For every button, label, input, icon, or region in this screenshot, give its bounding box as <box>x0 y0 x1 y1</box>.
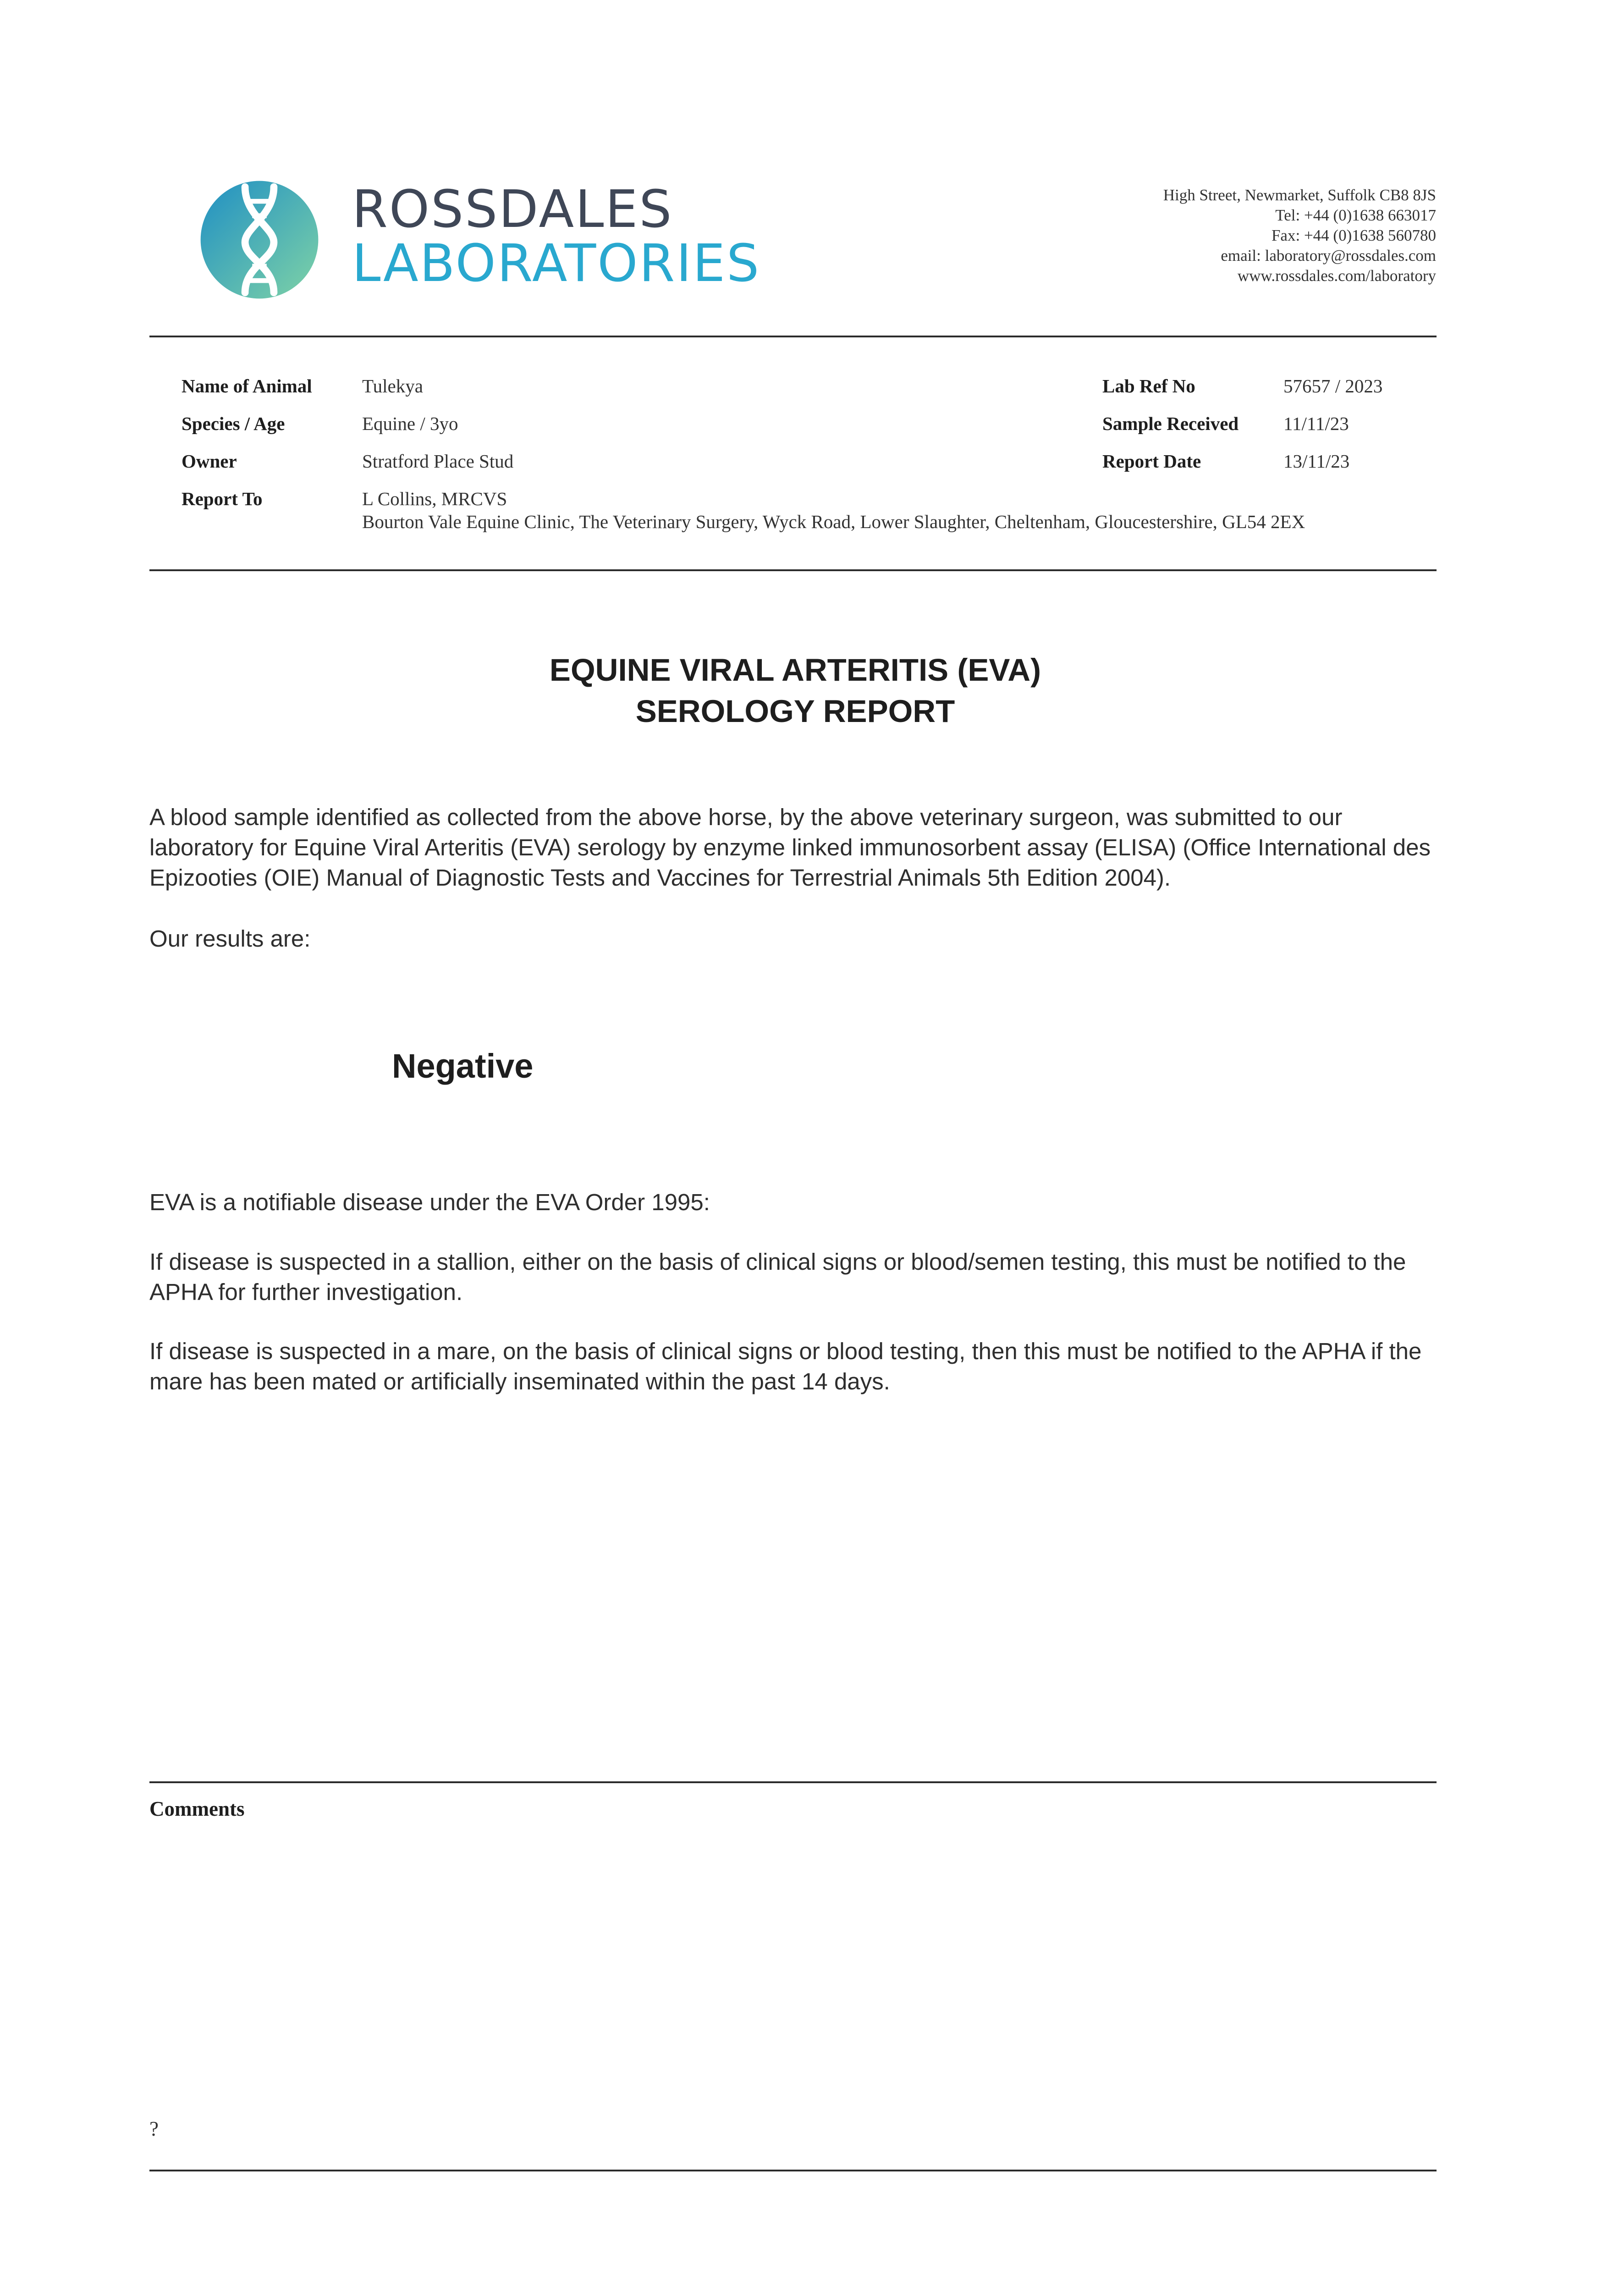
address-tel: Tel: +44 (0)1638 663017 <box>1275 206 1436 224</box>
report-title-line-1: EQUINE VIRAL ARTERITIS (EVA) <box>549 652 1041 688</box>
owner-value: Stratford Place Stud <box>362 451 514 472</box>
comments-divider <box>149 1781 1437 1783</box>
sample-received-value: 11/11/23 <box>1283 413 1349 434</box>
lab-address <box>1163 185 1436 286</box>
notifiable-notice: EVA is a notifiable disease under the EVA Order 1995: <box>149 1189 710 1215</box>
report-date-value: 13/11/23 <box>1283 451 1350 472</box>
report-title-line-2: SEROLOGY REPORT <box>635 694 955 729</box>
brand-line-1: ROSSDALES <box>352 180 673 239</box>
report-to-label: Report To <box>182 488 263 509</box>
lab-ref-label: Lab Ref No <box>1102 375 1195 397</box>
page-mark: ? <box>149 2117 159 2140</box>
results-lead: Our results are: <box>149 926 311 952</box>
address-fax: Fax: +44 (0)1638 560780 <box>1271 226 1436 244</box>
report-to-name: L Collins, MRCVS <box>362 488 507 509</box>
address-website: www.rossdales.com/laboratory <box>1237 267 1436 285</box>
mare-note: If disease is suspected in a mare, on the basis of clinical signs or blood testing, then this must be notified to the APHA if the mare has been mated or artificially inseminated within the past 14 days. <box>149 1338 1422 1394</box>
name-of-animal-label: Name of Animal <box>182 375 312 397</box>
details-divider <box>149 569 1437 571</box>
report-to-address: Bourton Vale Equine Clinic, The Veterinary Surgery, Wyck Road, Lower Slaughter, Cheltenham, Gloucestershire, GL54 2EX <box>362 511 1305 532</box>
lab-ref-value: 57657 / 2023 <box>1283 375 1383 397</box>
dna-helix-icon <box>199 180 319 300</box>
address-street: High Street, Newmarket, Suffolk CB8 8JS <box>1163 186 1436 204</box>
address-email: email: laboratory@rossdales.com <box>1221 247 1436 264</box>
species-age-value: Equine / 3yo <box>362 413 458 434</box>
owner-label: Owner <box>182 451 237 472</box>
brand-name <box>352 182 760 291</box>
comments-label: Comments <box>149 1797 245 1820</box>
report-date-label: Report Date <box>1102 451 1201 472</box>
species-age-label: Species / Age <box>182 413 285 434</box>
header-divider <box>149 336 1437 337</box>
footer-divider <box>149 2170 1437 2171</box>
brand-line-2: LABORATORIES <box>352 234 761 293</box>
test-result: Negative <box>392 1047 534 1085</box>
stallion-note: If disease is suspected in a stallion, either on the basis of clinical signs or blood/semen testing, this must be notified to the APHA for further investigation. <box>149 1249 1406 1305</box>
name-of-animal-value: Tulekya <box>362 375 423 397</box>
intro-paragraph: A blood sample identified as collected from the above horse, by the above veterinary surgeon, was submitted to our laboratory for Equine Viral Arteritis (EVA) serology by enzyme linked immunosorbent assay (ELISA) (Office International des Epizooties (OIE) Manual of Diagnostic Tests and Vaccines for Terrestrial Animals 5th Edition 2004). <box>149 804 1431 891</box>
sample-received-label: Sample Received <box>1102 413 1239 434</box>
